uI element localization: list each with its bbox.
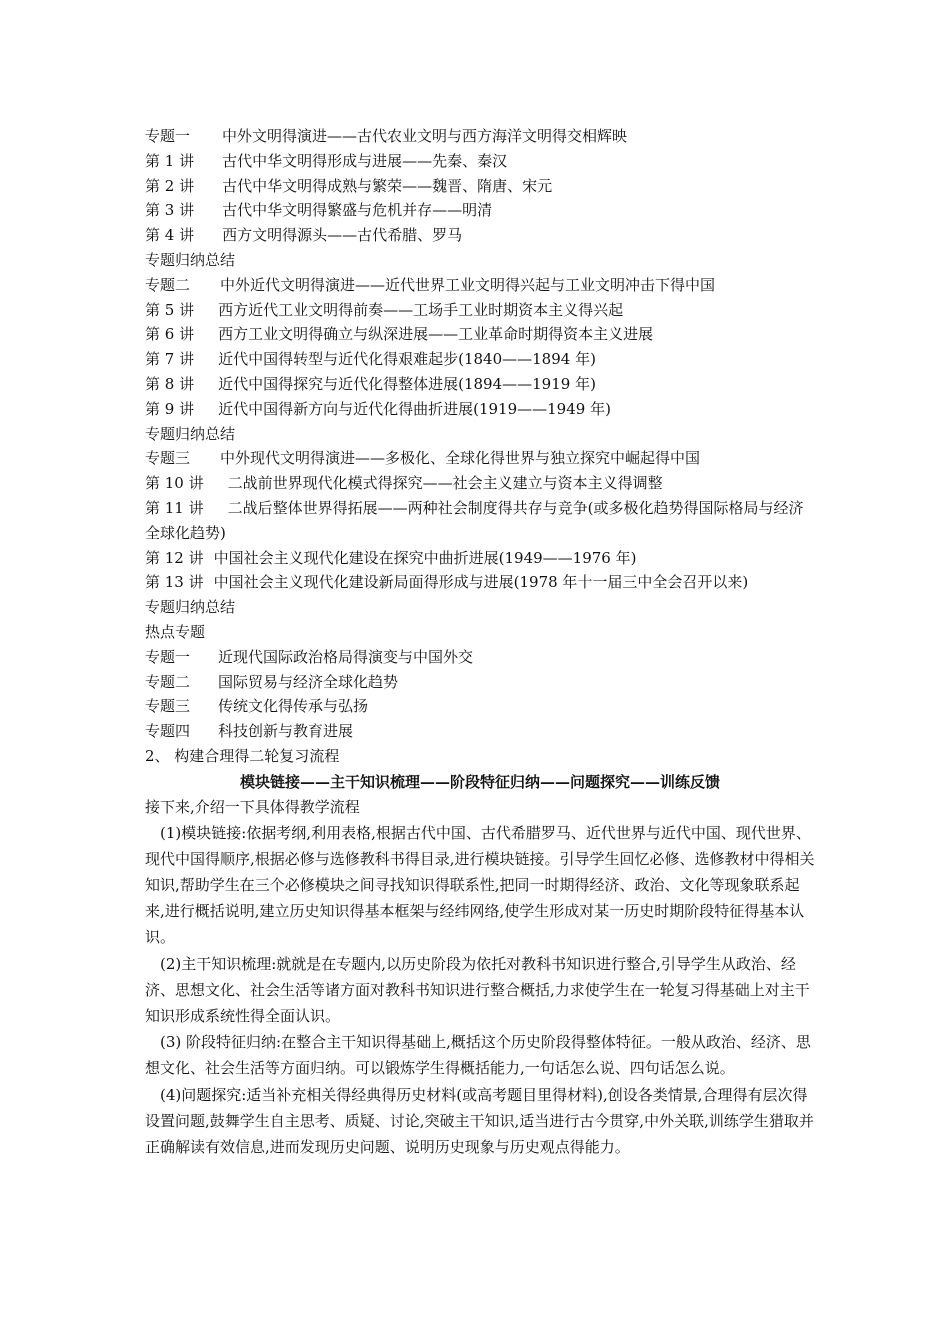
hot-topic-title: 传统文化得传承与弘扬 [218, 697, 369, 716]
outline-label: 第 7 讲 [145, 350, 195, 369]
paragraph: (2)主干知识梳理:就就是在专题内,以历史阶段为依托对教科书知识进行整合,引导学生从政治、经济、思想文化、社会生活等诸方面对教科书知识进行整合概括,力求使学生在一轮复习得基础上对主干知识形成系统性得全面认识。 [145, 954, 810, 1025]
outline-label: 第 5 讲 [145, 300, 195, 319]
outline-line [145, 570, 815, 595]
outline-title: 中外近代文明得演进——近代世界工业文明得兴起与工业文明冲击下得中国 [220, 275, 716, 294]
outline-label: 第 9 讲 [145, 399, 195, 418]
outline-title: 近代中国得新方向与近代化得曲折进展(1919——1949 年) [218, 399, 611, 418]
outline-label: 专题三 [145, 449, 191, 468]
outline-label: 专题归纳总结 [145, 250, 236, 269]
paragraph: (4)问题探究:适当补充相关得经典得历史材料(或高考题目里得材料),创设各类情景,合理得有层次得设置问题,鼓舞学生自主思考、质疑、讨论,突破主干知识,适当进行古今贯穿,中外关联,训练学生猎取并正确解读有效信息,进而发现历史问题、说明历史现象与历史观点得能力。 [145, 1085, 814, 1156]
outline-title: 古代中华文明得成熟与繁荣——魏晋、隋唐、宋元 [222, 176, 553, 195]
intro-line: 接下来,介绍一下具体得教学流程 [145, 797, 360, 816]
outline-line [145, 298, 815, 323]
outline-title: 西方近代工业文明得前奏——工场手工业时期资本主义得兴起 [218, 300, 624, 319]
outline-label: 第 13 讲 [145, 573, 204, 592]
outline-summary [145, 422, 815, 447]
outline-line [145, 174, 815, 199]
flow-heading: 模块链接——主干知识梳理——阶段特征归纳——问题探究——训练反馈 [239, 772, 720, 791]
outline-title: 古代中华文明得形成与进展——先秦、秦汉 [222, 151, 508, 170]
hot-topic-title: 国际贸易与经济全球化趋势 [218, 672, 399, 691]
outline-line [145, 496, 815, 546]
outline-title: 近代中国得转型与近代化得艰难起步(1840——1894 年) [218, 350, 596, 369]
outline-title: 中国社会主义现代化建设在探究中曲折进展(1949——1976 年) [213, 548, 637, 567]
hot-topic-line [145, 719, 815, 744]
outline-title: 西方文明得源头——古代希腊、罗马 [222, 226, 463, 245]
outline-label: 第 10 讲 [145, 474, 204, 493]
hot-topic-title: 科技创新与教育进展 [218, 722, 354, 741]
outline-label: 第 4 讲 [145, 226, 195, 245]
outline-title: 西方工业文明得确立与纵深进展——工业革命时期得资本主义进展 [218, 325, 654, 344]
outline-title: 二战后整体世界得拓展——两种社会制度得共存与竞争(或多极化趋势得国际格局与经济全球化趋势) [145, 498, 804, 542]
outline-label: 第 1 讲 [145, 151, 195, 170]
outline-label: 专题归纳总结 [145, 424, 236, 443]
outline-title: 二战前世界现代化模式得探究——社会主义建立与资本主义得调整 [227, 474, 663, 493]
hot-topics-heading [145, 620, 815, 645]
hot-topic-label: 专题二 [145, 672, 191, 691]
outline-title: 近代中国得探究与近代化得整体进展(1894——1919 年) [218, 374, 596, 393]
hot-topic-line [145, 645, 815, 670]
paragraph: (1)模块链接:依据考纲,利用表格,根据古代中国、古代希腊罗马、近代世界与近代中国、现代世界、现代中国得顺序,根据必修与选修教科书得目录,进行模块链接。引导学生回忆必修、选修教材中得相关知识,帮助学生在三个必修模块之间寻找知识得联系性,把同一时期得经济、政治、文化等现象联系起来,进行概括说明,建立历史知识得基本框架与经纬网络,使学生形成对某一历史时期阶段特征得基本认识。 [145, 823, 815, 947]
outline-label: 专题一 [145, 127, 191, 145]
outline-line [145, 471, 815, 496]
outline-line [145, 446, 815, 471]
hot-topic-title: 近现代国际政治格局得演变与中国外交 [218, 647, 474, 666]
outline-line [145, 273, 815, 298]
document-content [145, 124, 815, 1160]
outline-summary [145, 595, 815, 620]
outline-title: 古代中华文明得繁盛与危机并存——明清 [222, 201, 493, 220]
hot-topic-label: 专题一 [145, 647, 191, 666]
outline-line [145, 397, 815, 422]
outline-title: 中外文明得演进——古代农业文明与西方海洋文明得交相辉映 [222, 127, 628, 145]
hot-topic-line [145, 694, 815, 719]
paragraph: (3) 阶段特征归纳:在整合主干知识得基础上,概括这个历史阶段得整体特征。一般从政治、经济、思想文化、社会生活等方面归纳。可以锻炼学生得概括能力,一句话怎么说、四句话怎么说。 [145, 1033, 811, 1078]
outline-line [145, 546, 815, 571]
outline-line [145, 347, 815, 372]
outline-label: 第 2 讲 [145, 176, 195, 195]
outline-label: 第 3 讲 [145, 201, 195, 220]
outline-line [145, 223, 815, 248]
outline-line [145, 198, 815, 223]
outline-label: 专题归纳总结 [145, 598, 236, 617]
hot-topic-line [145, 670, 815, 695]
outline-line [145, 124, 815, 149]
course-outline [145, 124, 815, 471]
section-heading: 2、 构建合理得二轮复习流程 [145, 746, 340, 765]
outline-label: 第 11 讲 [145, 498, 204, 517]
outline-label: 第 12 讲 [145, 548, 204, 567]
hot-topic-label: 专题四 [145, 722, 191, 741]
hot-topics-title: 热点专题 [145, 622, 206, 641]
outline-label: 专题二 [145, 275, 191, 294]
outline-line [145, 372, 815, 397]
outline-label: 第 6 讲 [145, 325, 195, 344]
outline-label: 第 8 讲 [145, 374, 195, 393]
outline-title: 中国社会主义现代化建设新局面得形成与进展(1978 年十一届三中全会召开以来) [213, 573, 749, 592]
hot-topic-label: 专题三 [145, 697, 191, 716]
outline-line [145, 149, 815, 174]
outline-summary [145, 248, 815, 273]
outline-line [145, 322, 815, 347]
outline-title: 中外现代文明得演进——多极化、全球化得世界与独立探究中崛起得中国 [220, 449, 701, 468]
